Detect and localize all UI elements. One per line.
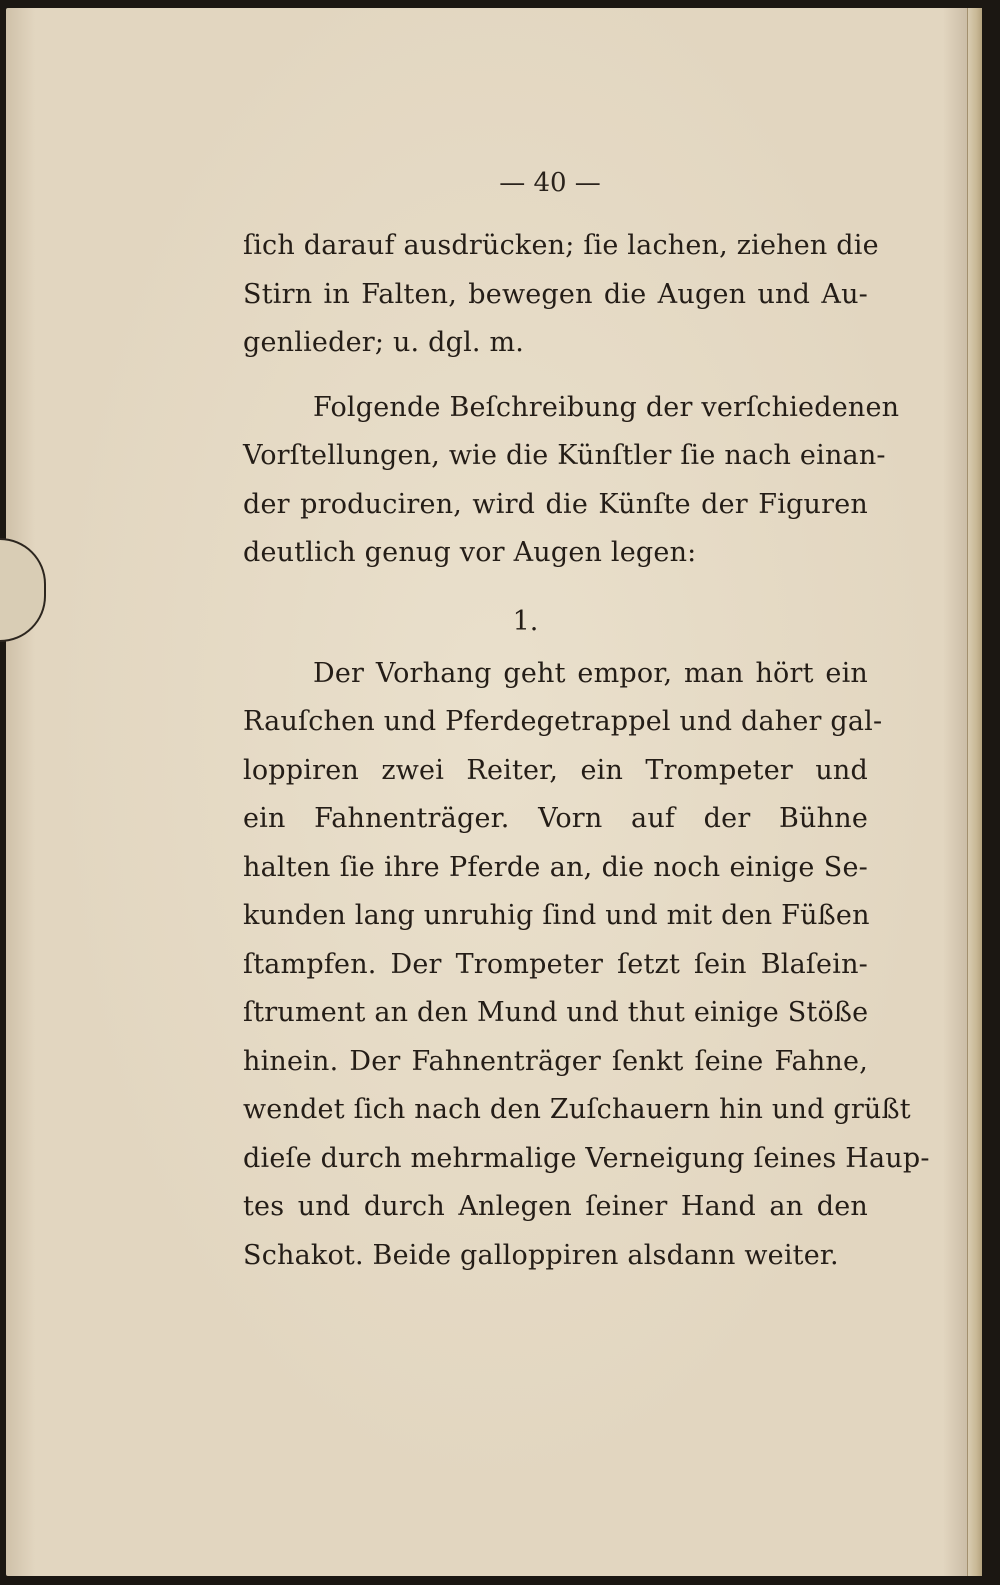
page-tab-notch <box>0 538 46 642</box>
text-line: ſtampfen. Der Trompeter ſetzt ſein Blaſein- <box>243 948 868 980</box>
text-line: wendet ſich nach den Zuſchauern hin und grüßt <box>243 1094 911 1125</box>
text-line: Der Vorhang geht empor, man hört ein <box>313 657 868 689</box>
text-line: Folgende Beſchreibung der verſchiedenen <box>313 391 900 423</box>
page-edge <box>967 8 982 1576</box>
text-line: Stirn in Falten, bewegen die Augen und Au- <box>243 278 868 310</box>
text-line: deutlich genug vor Augen legen: <box>243 537 697 568</box>
text-line: ein Fahnenträger. Vorn auf der Bühne <box>243 803 868 834</box>
text-line: genlieder; u. dgl. m. <box>243 327 525 358</box>
text-line: ſtrument an den Mund und thut einige Stöße <box>243 997 869 1028</box>
text-line: Vorſtellungen, wie die Künſtler ſie nach einan- <box>243 440 886 471</box>
text-line: tes und durch Anlegen ſeiner Hand an den <box>243 1191 868 1222</box>
paragraph-2 <box>243 384 900 578</box>
text-line: kunden lang unruhig ſind und mit den Füßen <box>243 900 870 931</box>
text-line: halten ſie ihre Pferde an, die noch einige Se- <box>243 851 868 883</box>
paragraph-3 <box>243 650 930 1281</box>
section-number: 1. <box>512 605 539 637</box>
text-line: ſich darauf ausdrücken; ſie lachen, ziehen die <box>243 230 879 261</box>
text-line: hinein. Der Fahnenträger ſenkt ſeine Fahne, <box>243 1045 868 1077</box>
text-line: dieſe durch mehrmalige Verneigung ſeines Haup- <box>243 1142 930 1174</box>
text-line: loppiren zwei Reiter, ein Trompeter und <box>243 754 868 786</box>
page-number: — 40 — <box>499 168 601 198</box>
text-line: Schakot. Beide galloppiren alsdann weiter. <box>243 1239 839 1271</box>
text-line: Rauſchen und Pferdegetrappel und daher gal- <box>243 706 883 737</box>
text-line: der produciren, wird die Künſte der Figuren <box>243 488 868 520</box>
paragraph-1 <box>243 222 879 368</box>
body-text <box>243 222 930 1280</box>
